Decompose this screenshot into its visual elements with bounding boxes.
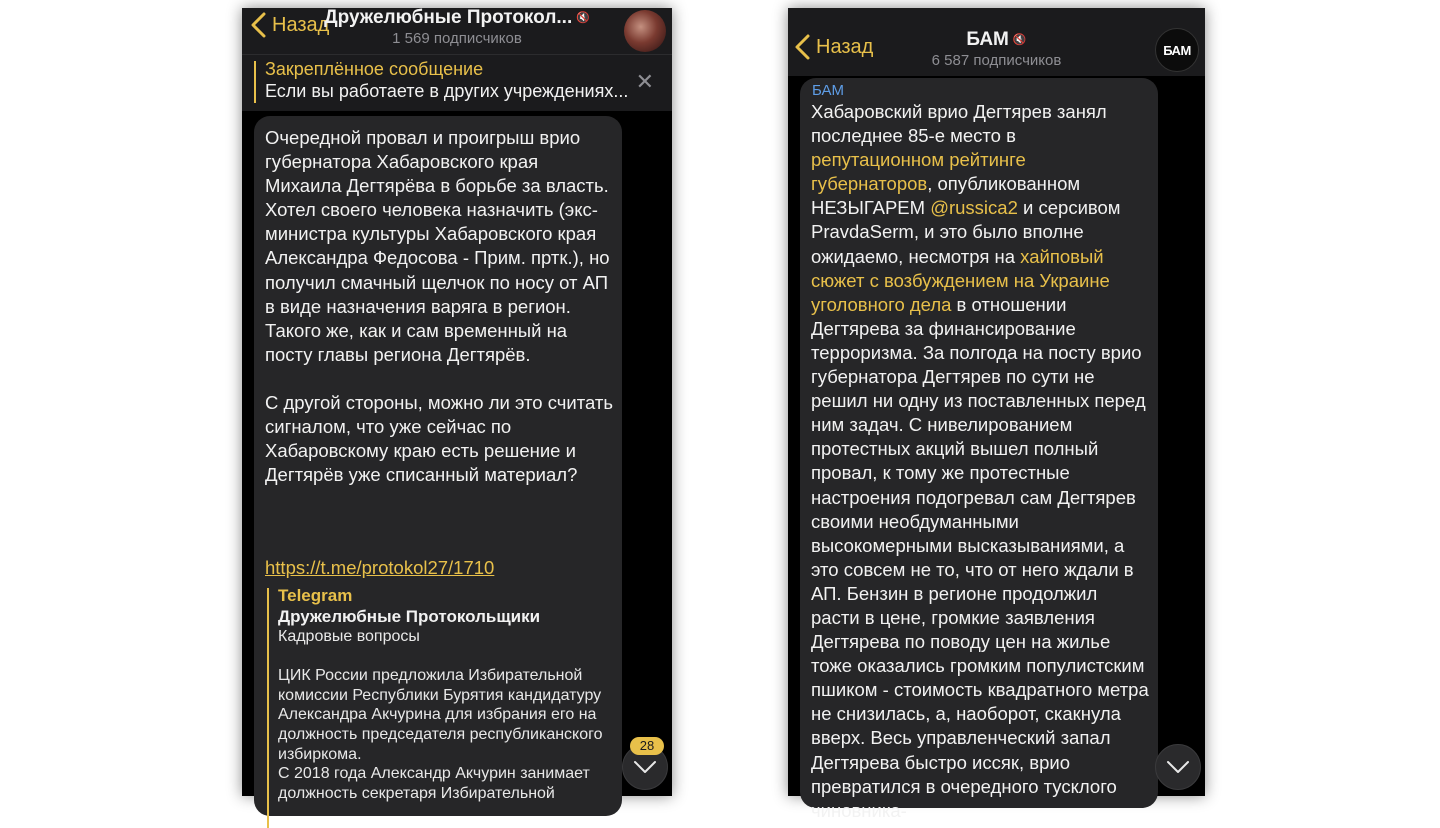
subscriber-count: 1 569 подписчиков xyxy=(392,30,522,47)
channel-avatar[interactable] xyxy=(1155,28,1199,72)
mention-link[interactable]: @russica2 xyxy=(930,197,1018,219)
preview-accent-bar xyxy=(267,588,269,828)
unread-count-badge: 28 xyxy=(630,737,664,755)
close-icon[interactable]: ✕ xyxy=(635,69,654,94)
chevron-down-icon xyxy=(633,760,657,774)
message-link[interactable]: https://t.me/protokol27/1710 xyxy=(265,557,495,578)
preview-title: Дружелюбные Протокольщики xyxy=(278,607,541,626)
message-text xyxy=(811,100,1154,823)
story-link[interactable]: хайповый сюжет с возбуждением на Украине уголовного дела xyxy=(811,245,1115,315)
chevron-down-icon xyxy=(1166,760,1190,774)
channel-title[interactable] xyxy=(302,7,612,29)
scroll-down-button[interactable] xyxy=(1155,744,1201,790)
pinned-text: Если вы работаете в других учреждениях... xyxy=(265,81,629,101)
pinned-title: Закреплённое сообщение xyxy=(265,59,484,79)
channel-header xyxy=(788,8,1205,76)
sender-name: БАМ xyxy=(812,82,845,99)
message-text-part: и серсивом PravdaSerm, и это было вполне ожидаемо, несмотря на xyxy=(811,197,1126,267)
preview-description: Кадровые вопросы ЦИК России предложила Избирательной комиссии Республики Бурятия кандидатуру Александра Акчурина для избрания его на должность председателя республиканского избиркома. С 2018 года Александр Акчурин занимает должность секретаря Избирательной xyxy=(278,628,603,802)
back-label: Назад xyxy=(272,13,330,36)
message-bubble xyxy=(800,78,1158,821)
message-bubble xyxy=(254,116,622,816)
channel-header xyxy=(242,8,672,54)
message-text-part: Хабаровский врио Дегтярев занял последнее 85-е место в xyxy=(811,101,1112,147)
channel-avatar[interactable] xyxy=(624,10,666,52)
avatar-logo-text: БАМ xyxy=(1163,42,1191,58)
right-channel-screen xyxy=(788,8,1205,821)
preview-site: Telegram xyxy=(278,586,353,605)
muted-icon: 🔇 xyxy=(1012,34,1027,47)
muted-icon: 🔇 xyxy=(576,12,590,25)
message-text: Очередной провал и проигрыш врио губернатора Хабаровского края Михаила Дегтярёва в борьбе за власть. Хотел своего человека назначить (экс-министра культуры Хабаровского края Александра Федосова - Прим. пртк.), но получил смачный щелчок по носу от АП в виде назначения варяга в регион. Такого же, как и сам временный на посту главы региона Дегтярёв. С другой стороны, можно ли это считать сигналом, что уже сейчас по Хабаровскому краю есть решение и Дегтярёв уже списанный материал? xyxy=(265,127,613,486)
rating-link[interactable]: репутационном рейтинге губернаторов xyxy=(811,149,1031,195)
channel-title-text: Дружелюбные Протокол... xyxy=(324,7,573,28)
left-channel-screen xyxy=(242,7,672,802)
message-text-part: , опубликованном НЕЗЫГАРЕМ xyxy=(811,173,1086,219)
channel-title[interactable] xyxy=(788,29,1205,51)
pinned-accent-bar xyxy=(254,61,256,103)
channel-title-text: БАМ xyxy=(966,29,1009,50)
pinned-message-bar[interactable] xyxy=(242,54,672,111)
back-label: Назад xyxy=(816,35,874,58)
subscriber-count: 6 587 подписчиков xyxy=(931,52,1062,69)
message-text-part: в отношении Дегтярева за финансирование терроризма. За полгода на посту врио губернатора Дегтярев по сути не решил ни одну из поставленных перед ним задач. С нивелированием протестных акций вышел полный провал, к тому же протестные настроения подогревал сам Дегтярев своими необдуманными высокомерными высказываниями, а это совсем не то, что от него ждали в АП. Бензин в регионе продолжил расти в цене, громкие заявления Дегтярева по поводу цен на жилье тоже оказались громким популистским пшиком - стоимость квадратного метра не снизилась, а, наоборот, скакнула вверх. Весь управленческий запал Дегтярева быстро иссяк, врио превратился в очередного тусклого чиновника- xyxy=(811,293,1154,821)
